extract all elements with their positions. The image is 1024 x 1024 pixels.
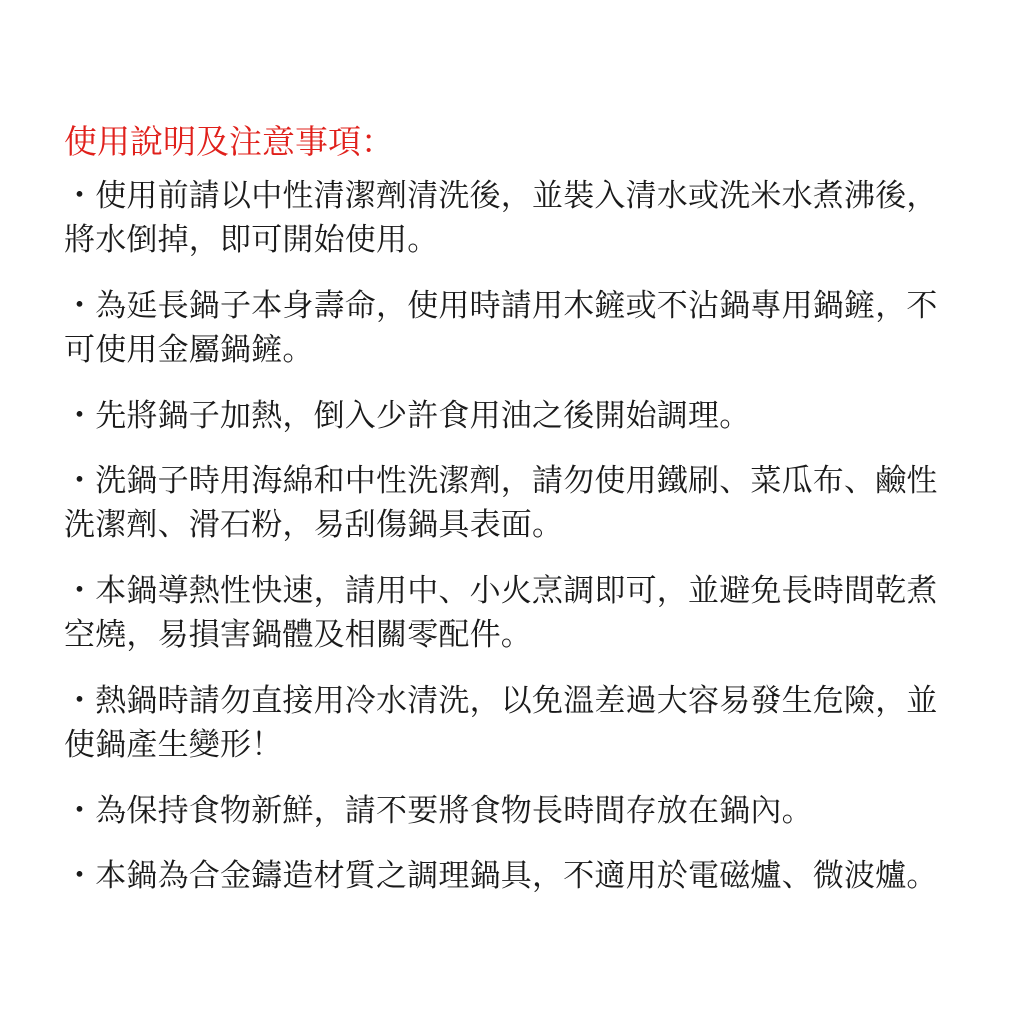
note-line: ・先將鍋子加熱，倒入少許食用油之後開始調理。 [64,398,751,434]
page-title: 使用說明及注意事項： [64,122,394,161]
note-line: 空燒，易損害鍋體及相關零配件。 [64,617,532,653]
instructions-page [64,118,1004,919]
note-line: ・使用前請以中性清潔劑清洗後，並裝入清水或洗米水煮沸後， [64,178,938,214]
note-item [64,854,1004,898]
note-line: ・熱鍋時請勿直接用冷水清洗，以免溫差過大容易發生危險，並 [64,683,938,719]
note-line: 將水倒掉，即可開始使用。 [64,222,439,258]
note-line: 可使用金屬鍋鏟。 [64,332,314,368]
note-line: ・為延長鍋子本身壽命，使用時請用木鏟或不沾鍋專用鍋鏟，不 [64,288,938,324]
note-line: 洗潔劑、滑石粉，易刮傷鍋具表面。 [64,507,564,543]
note-item [64,789,1004,833]
note-line: ・本鍋為合金鑄造材質之調理鍋具，不適用於電磁爐、微波爐。 [64,858,938,894]
note-item [64,679,1004,767]
notes-list [64,174,1004,898]
note-line: 使鍋產生變形！ [64,727,283,763]
note-item [64,569,1004,657]
note-item [64,394,1004,438]
note-item [64,284,1004,372]
note-item [64,459,1004,547]
note-line: ・本鍋導熱性快速，請用中、小火烹調即可，並避免長時間乾煮 [64,573,938,609]
note-line: ・洗鍋子時用海綿和中性洗潔劑，請勿使用鐵刷、菜瓜布、鹼性 [64,463,938,499]
note-item [64,174,1004,262]
note-line: ・為保持食物新鮮，請不要將食物長時間存放在鍋內。 [64,793,813,829]
